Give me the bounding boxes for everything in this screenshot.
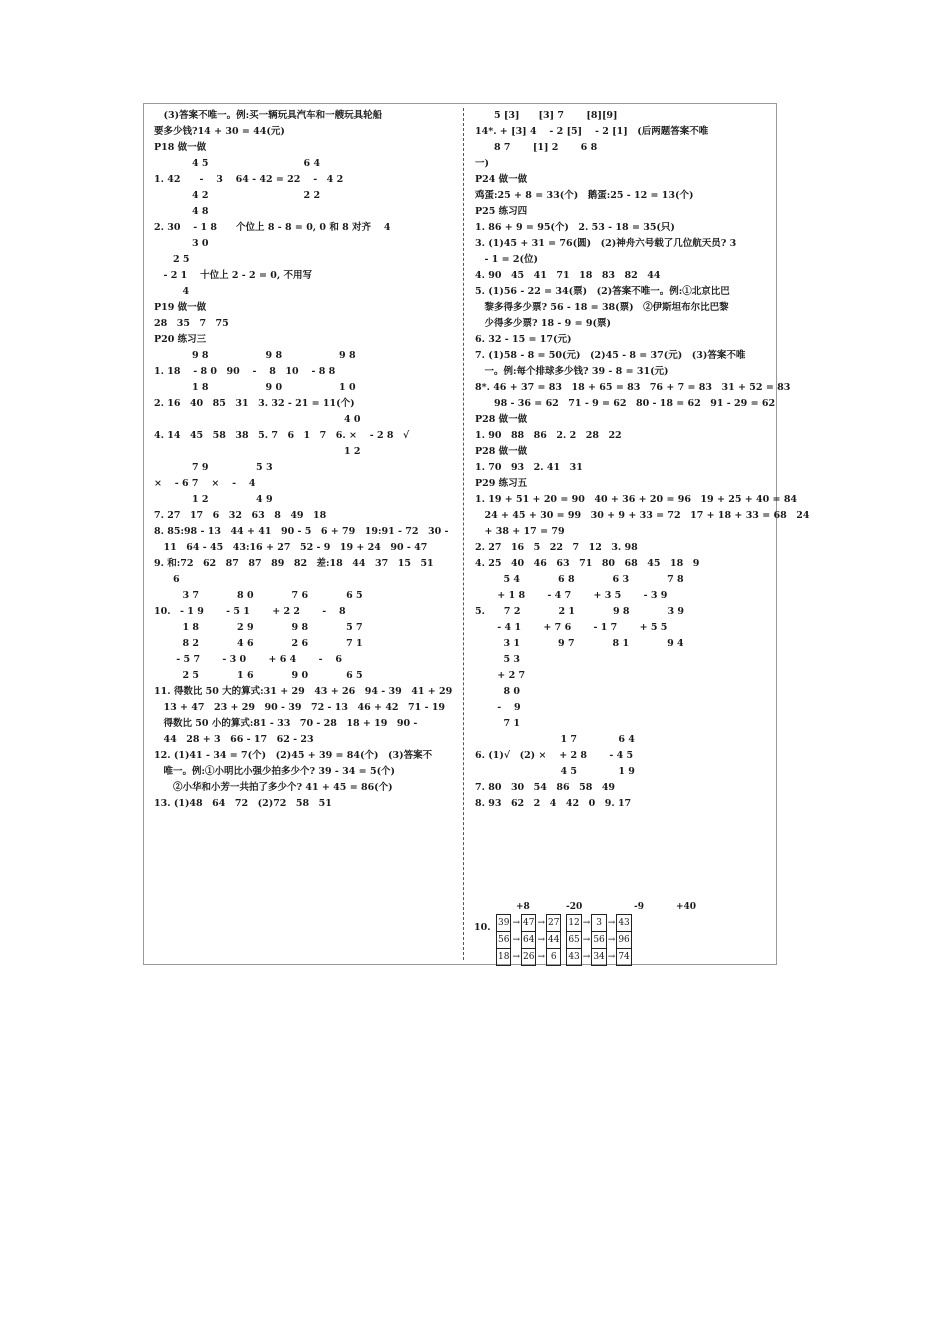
left-line: 4 2 2 2 xyxy=(154,190,321,201)
flow-op: +8 xyxy=(516,902,530,912)
flow-cell: 44 xyxy=(547,932,561,949)
right-line: 7 1 xyxy=(475,718,521,729)
left-line: 9. 和:72 62 87 87 89 82 差:18 44 37 15 51 xyxy=(154,558,434,569)
right-line: P28 做一做 xyxy=(475,446,528,457)
arrow-icon: → xyxy=(582,952,591,962)
left-line: P19 做一做 xyxy=(154,302,207,313)
right-line: 6. (1)√ (2) × + 2 8 - 4 5 xyxy=(475,750,634,761)
flow-op: -20 xyxy=(566,902,583,912)
flow-row xyxy=(497,949,632,966)
left-line: 2 5 xyxy=(154,254,190,265)
arrow-icon: → xyxy=(607,952,616,962)
arrow-icon: → xyxy=(537,918,545,928)
right-line: 8. 93 62 2 4 42 0 9. 17 xyxy=(475,798,632,809)
left-line: 8 2 4 6 2 6 7 1 xyxy=(154,638,363,649)
left-line: ②小华和小芳一共拍了多少个? 41 + 45 = 86(个) xyxy=(154,782,393,793)
right-line: 3 1 9 7 8 1 9 4 xyxy=(475,638,684,649)
right-line: 5 3 xyxy=(475,654,521,665)
flow-cell: 26 xyxy=(522,949,536,966)
flow-label: 10. xyxy=(474,922,491,933)
right-line: 6. 32 - 15 = 17(元) xyxy=(475,334,572,345)
arrow-icon: → xyxy=(607,935,616,945)
right-line: P25 练习四 xyxy=(475,206,528,217)
right-line: 24 + 45 + 30 = 99 30 + 9 + 33 = 72 17 + 18 + 33 = 68 24 xyxy=(475,510,810,521)
flow-cell: 96 xyxy=(617,932,631,949)
right-line: 7. 80 30 54 86 58 49 xyxy=(475,782,616,793)
right-line: 1. 86 + 9 = 95(个) 2. 53 - 18 = 35(只) xyxy=(475,222,675,233)
right-line: 3. (1)45 + 31 = 76(圆) (2)神舟六号载了几位航天员? 3 xyxy=(475,238,737,249)
flow-cell: 39 xyxy=(497,915,511,932)
right-line: 4. 25 40 46 63 71 80 68 45 18 9 xyxy=(475,558,700,569)
left-line: 12. (1)41 - 34 = 7(个) (2)45 + 39 = 84(个) (3)答案不 xyxy=(154,750,433,761)
arrow-icon: → xyxy=(582,935,591,945)
left-line: 13 + 47 23 + 29 90 - 39 72 - 13 46 + 42 71 - 19 xyxy=(154,702,446,713)
right-line: 5. (1)56 - 22 = 34(票) (2)答案不唯一。例:①北京比巴 xyxy=(475,286,730,297)
flow-op: -9 xyxy=(634,902,644,912)
left-line: 7. 27 17 6 32 63 8 49 18 xyxy=(154,510,327,521)
right-line: 5 4 6 8 6 3 7 8 xyxy=(475,574,684,585)
flow-row xyxy=(497,915,632,932)
left-line: (3)答案不唯一。例:买一辆玩具汽车和一艘玩具轮船 xyxy=(154,110,383,121)
arrow-icon: → xyxy=(512,952,520,962)
right-line: 4 5 1 9 xyxy=(475,766,635,777)
right-line: 8 0 xyxy=(475,686,521,697)
left-line: - 2 1 十位上 2 - 2 = 0, 不用写 xyxy=(154,270,312,281)
left-line: 4 8 xyxy=(154,206,209,217)
flow-cell: 65 xyxy=(567,932,581,949)
left-line: 8. 85:98 - 13 44 + 41 90 - 5 6 + 79 19:91 - 72 30 - xyxy=(154,526,449,537)
right-line: P29 练习五 xyxy=(475,478,528,489)
left-line: 2. 30 - 1 8 个位上 8 - 8 = 0, 0 和 8 对齐 4 xyxy=(154,222,391,233)
left-line: P18 做一做 xyxy=(154,142,207,153)
left-line: P20 练习三 xyxy=(154,334,207,345)
left-line: 1. 42 - 3 64 - 42 = 22 - 4 2 xyxy=(154,174,344,185)
right-line: + 1 8 - 4 7 + 3 5 - 3 9 xyxy=(475,590,668,601)
right-line: 少得多少票? 18 - 9 = 9(票) xyxy=(475,318,611,329)
left-line: 2 5 1 6 9 0 6 5 xyxy=(154,670,363,681)
flow-cell: 56 xyxy=(497,932,511,949)
flow-cell: 56 xyxy=(592,932,606,949)
right-line: 7. (1)58 - 8 = 50(元) (2)45 - 8 = 37(元) (3)答案不唯 xyxy=(475,350,746,361)
arrow-icon: → xyxy=(512,918,520,928)
left-line: 4 xyxy=(154,286,190,297)
flow-cell: 27 xyxy=(547,915,561,932)
flow-cell: 64 xyxy=(522,932,536,949)
flow-cell: 43 xyxy=(617,915,631,932)
flow-cell: 43 xyxy=(567,949,581,966)
right-line: + 38 + 17 = 79 xyxy=(475,526,565,537)
left-line: 4 0 xyxy=(154,414,361,425)
flow-cell: 6 xyxy=(547,949,561,966)
right-line: + 2 7 xyxy=(475,670,526,681)
right-line: - 1 = 2(位) xyxy=(475,254,539,265)
flow-cell: 47 xyxy=(522,915,536,932)
right-line: P28 做一做 xyxy=(475,414,528,425)
arrow-icon: → xyxy=(582,918,591,928)
arrow-icon: → xyxy=(512,935,520,945)
flow-table xyxy=(496,914,632,966)
left-line: 9 8 9 8 9 8 xyxy=(154,350,356,361)
left-line: 1 2 4 9 xyxy=(154,494,273,505)
left-line: 6 xyxy=(154,574,180,585)
left-line: 1 8 9 0 1 0 xyxy=(154,382,356,393)
right-line: 一) xyxy=(475,158,489,169)
left-line: 3 7 8 0 7 6 6 5 xyxy=(154,590,363,601)
flow-row xyxy=(497,932,632,949)
left-line: 13. (1)48 64 72 (2)72 58 51 xyxy=(154,798,332,809)
left-line: 7 9 5 3 xyxy=(154,462,273,473)
right-line: 2. 27 16 5 22 7 12 3. 98 xyxy=(475,542,638,553)
right-line: 黎多得多少票? 56 - 18 = 38(票) ②伊斯坦布尔比巴黎 xyxy=(475,302,729,313)
right-column xyxy=(475,108,810,812)
left-line: 28 35 7 75 xyxy=(154,318,229,329)
right-line: P24 做一做 xyxy=(475,174,528,185)
left-line: 44 28 + 3 66 - 17 62 - 23 xyxy=(154,734,314,745)
left-line: 得数比 50 小的算式:81 - 33 70 - 28 18 + 19 90 - xyxy=(154,718,418,729)
left-line: 1. 18 - 8 0 90 - 8 10 - 8 8 xyxy=(154,366,336,377)
left-line: 10. - 1 9 - 5 1 + 2 2 - 8 xyxy=(154,606,346,617)
right-line: 1. 90 88 86 2. 2 28 22 xyxy=(475,430,622,441)
flow-cell: 34 xyxy=(592,949,606,966)
right-line: 5. 7 2 2 1 9 8 3 9 xyxy=(475,606,685,617)
left-line: 1 2 xyxy=(154,446,361,457)
arrow-icon: → xyxy=(607,918,616,928)
flow-cell: 18 xyxy=(497,949,511,966)
left-line: 11. 得数比 50 大的算式:31 + 29 43 + 26 94 - 39 41 + 29 xyxy=(154,686,453,697)
right-line: 5 [3] [3] 7 [8][9] xyxy=(475,110,618,121)
left-line: 3 0 xyxy=(154,238,209,249)
left-line: 1 8 2 9 9 8 5 7 xyxy=(154,622,363,633)
right-line: 一。例:每个排球多少钱? 39 - 8 = 31(元) xyxy=(475,366,669,377)
flow-cell: 3 xyxy=(592,915,606,932)
arrow-icon: → xyxy=(537,935,545,945)
left-column xyxy=(154,108,454,812)
right-line: 4. 90 45 41 71 18 83 82 44 xyxy=(475,270,661,281)
flow-op: +40 xyxy=(676,902,697,912)
left-line: 要多少钱?14 + 30 = 44(元) xyxy=(154,126,285,137)
left-line: 4 5 6 4 xyxy=(154,158,321,169)
right-line: 1 7 6 4 xyxy=(475,734,635,745)
right-line: - 9 xyxy=(475,702,521,713)
left-line: 4. 14 45 58 38 5. 7 6 1 7 6. × - 2 8 √ xyxy=(154,430,410,441)
right-line: 1. 19 + 51 + 20 = 90 40 + 36 + 20 = 96 19 + 25 + 40 = 84 xyxy=(475,494,798,505)
left-line: × - 6 7 × - 4 xyxy=(154,478,256,489)
right-line: 14*. + [3] 4 - 2 [5] - 2 [1] (后两题答案不唯 xyxy=(475,126,709,137)
right-line: 8*. 46 + 37 = 83 18 + 65 = 83 76 + 7 = 83 31 + 52 = 83 xyxy=(475,382,791,393)
column-divider xyxy=(463,108,464,960)
right-line: 鸡蛋:25 + 8 = 33(个) 鹅蛋:25 - 12 = 13(个) xyxy=(475,190,694,201)
left-line: 2. 16 40 85 31 3. 32 - 21 = 11(个) xyxy=(154,398,355,409)
left-line: 唯一。例:①小明比小强少拍多少个? 39 - 34 = 5(个) xyxy=(154,766,396,777)
right-line: 98 - 36 = 62 71 - 9 = 62 80 - 18 = 62 91 - 29 = 62 xyxy=(475,398,776,409)
right-line: 8 7 [1] 2 6 8 xyxy=(475,142,598,153)
arrow-icon: → xyxy=(537,952,545,962)
flow-cell: 74 xyxy=(617,949,631,966)
left-line: - 5 7 - 3 0 + 6 4 - 6 xyxy=(154,654,342,665)
right-line: 1. 70 93 2. 41 31 xyxy=(475,462,583,473)
flow-cell: 12 xyxy=(567,915,581,932)
left-line: 11 64 - 45 43:16 + 27 52 - 9 19 + 24 90 - 47 xyxy=(154,542,428,553)
right-line: - 4 1 + 7 6 - 1 7 + 5 5 xyxy=(475,622,668,633)
answer-sheet xyxy=(143,103,810,965)
